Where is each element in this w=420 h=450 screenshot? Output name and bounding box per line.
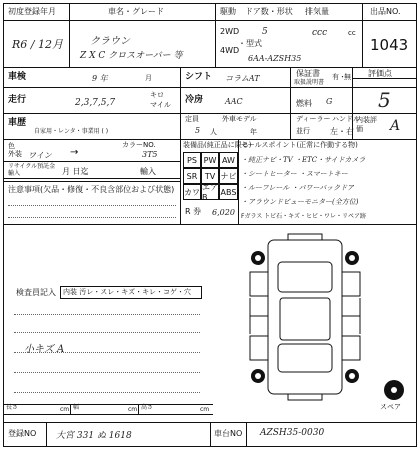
handle-label: ハンドル [332,115,360,123]
interior-label: 内装評価 [356,116,377,133]
height-label: 高さ [141,404,154,411]
sales-line-2: ・シートヒーター ・スマートキー [241,170,348,178]
import-date: 月 日迄 [62,167,89,176]
fuel-value: G [326,97,333,106]
height-unit: cm [200,406,210,413]
shift-value: コラムAT [225,74,260,83]
length-unit: cm [60,406,70,413]
inspector-note: 小キズ A [24,344,65,355]
equip-aw: AW [219,152,238,168]
equipment-title: 装備品(純正品に限る) [183,141,252,149]
dealer-state: 並行 [296,127,310,135]
mileage-value: 2,3,7,5,7 [75,98,116,108]
equip-pw: PW [201,152,219,168]
equip-airbag: エアB [202,183,218,202]
model-label: ・型式 [238,39,262,48]
equip-ps: PS [183,152,201,168]
sales-footer: Fガラス トビ石・キズ・ヒビ・ワレ・リペア跡 [241,213,366,220]
history-label: 車歴 [8,118,27,128]
warranty-sep: ・ [339,73,346,81]
mileage-unit-mile: マイル [150,101,171,109]
notes-label: 注意事項(欠品・修復・不良含部位および状態) [8,185,175,194]
fuel-label: 燃料 [296,99,312,108]
score-value: 5 [378,88,391,112]
first-reg-value: R6 / 12月 [12,38,63,51]
capacity-unit: 人 [210,128,217,136]
warranty-opt-yes: 有 [332,73,339,81]
length-label: 長さ [6,404,19,411]
equip-navi: ナビ [219,168,238,184]
equip-sr: SR [183,168,201,184]
chassis-label: 車台NO [214,429,243,438]
equip-leather: カワ [183,184,201,200]
cc-unit: cc [348,29,356,37]
sales-title: セールスポイント(正常に作動する物) [241,141,358,149]
color-sub: 外装 [8,150,22,158]
dealer-label: ディーラー [296,115,331,123]
drive-2wd: 2WD [220,27,240,36]
reg-label: 登録NO [8,429,37,438]
car-name-label: 車名・グレード [108,7,164,16]
warranty-sub: 取扱説明書 [294,79,325,86]
color-label: 色 [8,142,15,150]
door-label: ドア数・形状 [245,7,293,16]
reg-value: 大宮 331 ぬ 1618 [56,431,132,441]
model-value: 6AA-AZSH35 [248,54,302,63]
drive-label: 駆動 [220,7,236,16]
ac-label: 冷房 [185,95,204,105]
door-value: 5 [262,27,268,37]
ac-value: AAC [225,97,243,106]
sales-line-1: ・純正ナビ・TV ・ETC・サイドカメラ [241,156,366,164]
equip-abs: ABS [219,184,238,200]
displacement-label: 排気量 [305,7,329,16]
capacity-value: 5 [195,126,201,135]
import-label: 輸入 [8,170,21,177]
cc-value: ccc [312,28,328,38]
color-arrow: → [70,147,79,158]
grade-value: Z X C クロスオーバー 等 [80,51,183,61]
width-label: 幅 [73,404,80,411]
equip-tv: TV [201,168,219,184]
lot-label: 出品NO. [370,7,401,16]
spare-label: スペア [380,403,401,411]
history-sub: 自家用・レンタ・事業用 ( ) [34,128,109,135]
shaken-label: 車検 [8,72,27,82]
color-value: ワイン [28,151,52,160]
shift-label: シフト [185,72,213,82]
handle-value: 左・右 [330,127,354,136]
capacity-label: 定員 [185,115,199,123]
color-code-label: カラーNO. [122,141,156,149]
shaken-month: 月 [145,74,152,82]
width-unit: cm [128,406,138,413]
import-ndel: 輸入 [140,167,156,176]
color-code-value: 3T5 [142,150,158,159]
mileage-label: 走行 [8,95,27,105]
equip-remarks-value: 6,020 [212,208,235,217]
shaken-year: 9 年 [92,74,108,83]
equip-remarks: R 券 [185,207,202,216]
score-label: 評価点 [368,69,392,78]
car-diagram [240,232,370,402]
sales-line-4: ・アラウンドビューモニター(全方位) [241,198,359,206]
color-change-label: 外車モデル [222,115,257,123]
chassis-value: AZSH35-0030 [260,428,325,438]
car-name-value: クラウン [90,36,130,47]
spare-tire-hub [391,387,397,393]
sales-line-3: ・ルーフレール ・パワーバックドア [241,184,354,192]
warranty-label: 保証書 [296,69,320,78]
warranty-opt-no: 無 [344,73,351,81]
mileage-unit-km: キロ [150,91,164,99]
recycle-label: リサイクル預託金 [8,163,56,170]
color-change-year: 年 [250,128,257,136]
drive-4wd: 4WD [220,46,240,55]
inspector-legend-text: 内装 汚レ・スレ・キズ・キレ・コゲ・穴 [63,288,192,296]
interior-value: A [390,118,401,134]
first-reg-label: 初度登録年月 [8,7,56,16]
inspector-label: 検査員記入 [16,288,56,297]
lot-value: 1043 [370,36,409,54]
